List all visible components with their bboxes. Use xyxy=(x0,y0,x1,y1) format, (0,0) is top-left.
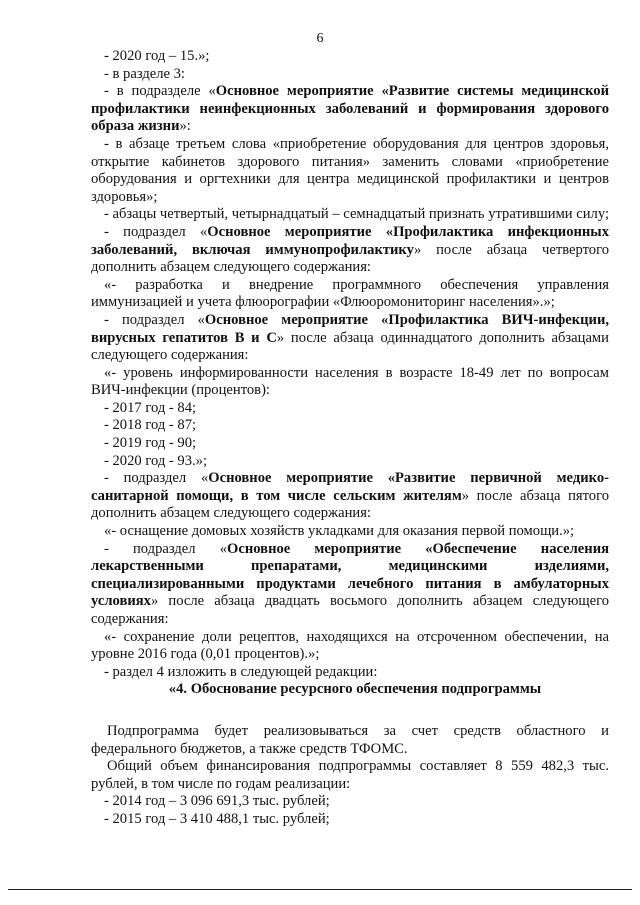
paragraph: «- разработка и внедрение программного обеспечения управления иммунизацией и учета флюорографии «Флюоромониторинг населения».»; xyxy=(91,276,609,311)
paragraph: «- оснащение домовых хозяйств укладками для оказания первой помощи.»; xyxy=(104,523,575,540)
text-line: - раздел 4 изложить в следующей редакции: xyxy=(104,663,378,680)
spacer xyxy=(91,699,609,723)
section-title-bold: Основное мероприятие «Обеспечение населения лекарственными препаратами, медицинскими изделиями, специализированными продуктами лечебного питания в амбулаторных условиях xyxy=(91,540,609,610)
paragraph-prefix: - подраздел « xyxy=(104,540,228,557)
paragraph-prefix: - подраздел « xyxy=(104,470,209,487)
year-value-line: - 2017 год - 84; xyxy=(104,399,197,416)
text-line: - 2020 год – 15.»; xyxy=(104,48,210,64)
paragraph-suffix: » после абзаца двадцать восьмого дополнить абзацем следующего содержания: xyxy=(91,593,609,627)
paragraph-suffix: »: xyxy=(179,118,191,135)
paragraph: «- сохранение доли рецептов, находящихся на отсроченном обеспечении, на уровне 2016 года (0,01 процентов).»; xyxy=(91,628,609,663)
paragraph: - абзацы четвертый, четырнадцатый – семнадцатый признать утратившими силу; xyxy=(104,206,609,223)
paragraph xyxy=(91,541,609,629)
paragraph xyxy=(91,83,609,136)
section-heading: «4. Обоснование ресурсного обеспечения подпрограммы xyxy=(168,681,542,698)
paragraph-suffix: » после абзаца одиннадцатого дополнить абзацами следующего содержания: xyxy=(91,329,609,364)
paragraph-prefix: - в подразделе « xyxy=(104,83,216,100)
funding-year-line: - 2015 год – 3 410 488,1 тыс. рублей; xyxy=(104,810,330,827)
section-title-bold: Основное мероприятие «Развитие системы медицинской профилактики неинфекционных заболеваний и формирования здорового образа жизни xyxy=(91,83,609,135)
paragraph-suffix: » после абзаца пятого дополнить абзацем следующего содержания: xyxy=(91,487,609,522)
paragraph: Подпрограмма будет реализовываться за счет средств областного и федерального бюджетов, а также средств ТФОМС. xyxy=(91,722,609,757)
paragraph xyxy=(91,224,609,277)
paragraph xyxy=(91,470,609,523)
year-value-line: - 2020 год - 93.»; xyxy=(104,452,208,469)
paragraph-prefix: - подраздел « xyxy=(104,311,205,328)
page-number: 6 xyxy=(316,31,324,46)
paragraph-prefix: - подраздел « xyxy=(104,223,208,240)
paragraph: - в абзаце третьем слова «приобретение оборудования для центров здоровья, открытие кабинетов здорового питания» заменить словами «приобретение оборудования и оргтехники для центра медицинской профилактики и центров здоровья»; xyxy=(91,135,609,205)
paragraph: «- уровень информированности населения в возрасте 18-49 лет по вопросам ВИЧ-инфекции (процентов): xyxy=(91,364,609,399)
section-title-bold: Основное мероприятие «Профилактика ВИЧ-инфекции, вирусных гепатитов В и С xyxy=(91,311,609,346)
paragraph: Общий объем финансирования подпрограммы составляет 8 559 482,3 тыс. рублей, в том числе по годам реализации: xyxy=(91,758,609,792)
year-value-line: - 2019 год - 90; xyxy=(104,435,197,452)
page-bottom-rule xyxy=(8,889,632,890)
section-title-bold: Основное мероприятие «Развитие первичной медико-санитарной помощи, в том числе сельским жителям xyxy=(91,470,609,504)
paragraph-suffix: » после абзаца четвертого дополнить абзацем следующего содержания: xyxy=(91,241,609,276)
year-value-line: - 2018 год - 87; xyxy=(104,417,197,434)
section-title-bold: Основное мероприятие «Профилактика инфекционных заболеваний, включая иммунопрофилактику xyxy=(91,223,609,258)
document-body xyxy=(91,48,609,829)
text-line: - в разделе 3: xyxy=(104,65,185,82)
funding-year-line: - 2014 год – 3 096 691,3 тыс. рублей; xyxy=(104,793,330,810)
paragraph xyxy=(91,312,609,365)
